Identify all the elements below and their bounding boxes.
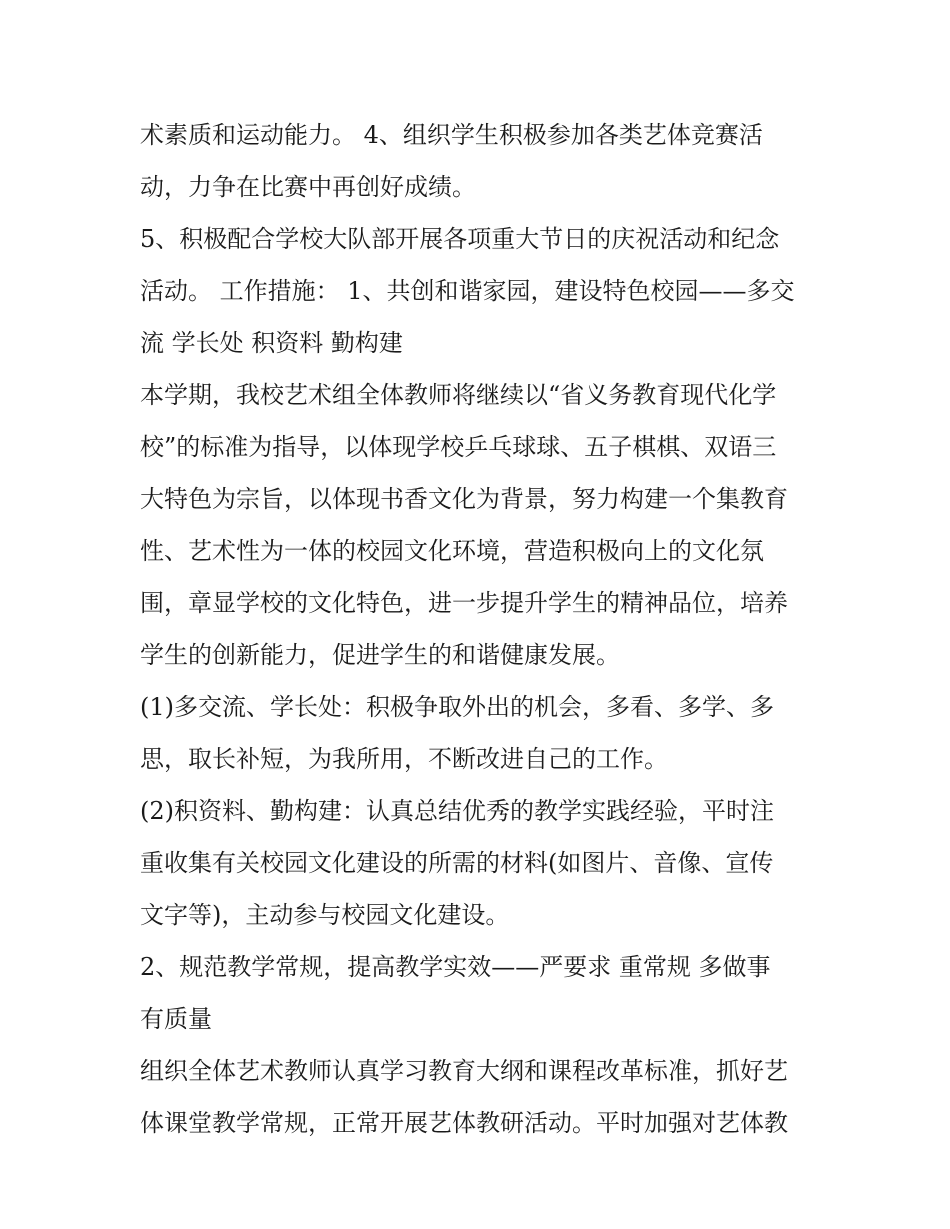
text-line: 性、艺术性为一体的校园文化环境，营造积极向上的文化氛 [140,537,764,565]
text-line: 本学期，我校艺术组全体教师将继续以“省义务教育现代化学 [140,381,777,409]
text-line: 动，力争在比赛中再创好成绩。 [140,173,476,201]
text-line: 体课堂教学常规，正常开展艺体教研活动。平时加强对艺体教 [140,1109,788,1137]
text-line: (2)积资料、勤构建：认真总结优秀的教学实践经验，平时注 [140,797,774,825]
text-line: 文字等)，主动参与校园文化建设。 [140,901,510,929]
text-line: 活动。 工作措施： 1、共创和谐家园，建设特色校园——多交 [140,277,795,305]
text-line: 流 学长处 积资料 勤构建 [140,329,403,357]
text-line: 有质量 [140,1005,212,1033]
text-line: 校”的标准为指导，以体现学校乒乓球球、五子棋棋、双语三 [140,433,777,461]
text-line: 术素质和运动能力。 4、组织学生积极参加各类艺体竞赛活 [140,121,763,149]
text-line: 2、规范教学常规，提高教学实效——严要求 重常规 多做事 [140,953,771,981]
text-line: 围，章显学校的文化特色，进一步提升学生的精神品位，培养 [140,589,788,617]
text-line: 学生的创新能力，促进学生的和谐健康发展。 [140,641,620,669]
text-line: 大特色为宗旨，以体现书香文化为背景，努力构建一个集教育 [140,485,788,513]
text-line: 组织全体艺术教师认真学习教育大纲和课程改革标准，抓好艺 [140,1057,788,1085]
text-line: (1)多交流、学长处：积极争取外出的机会，多看、多学、多 [140,693,774,721]
text-line: 思，取长补短，为我所用，不断改进自己的工作。 [140,745,668,773]
document-body [140,109,820,1149]
text-line: 重收集有关校园文化建设的所需的材料(如图片、音像、宣传 [140,849,774,877]
text-line: 5、积极配合学校大队部开展各项重大节日的庆祝活动和纪念 [140,225,780,253]
